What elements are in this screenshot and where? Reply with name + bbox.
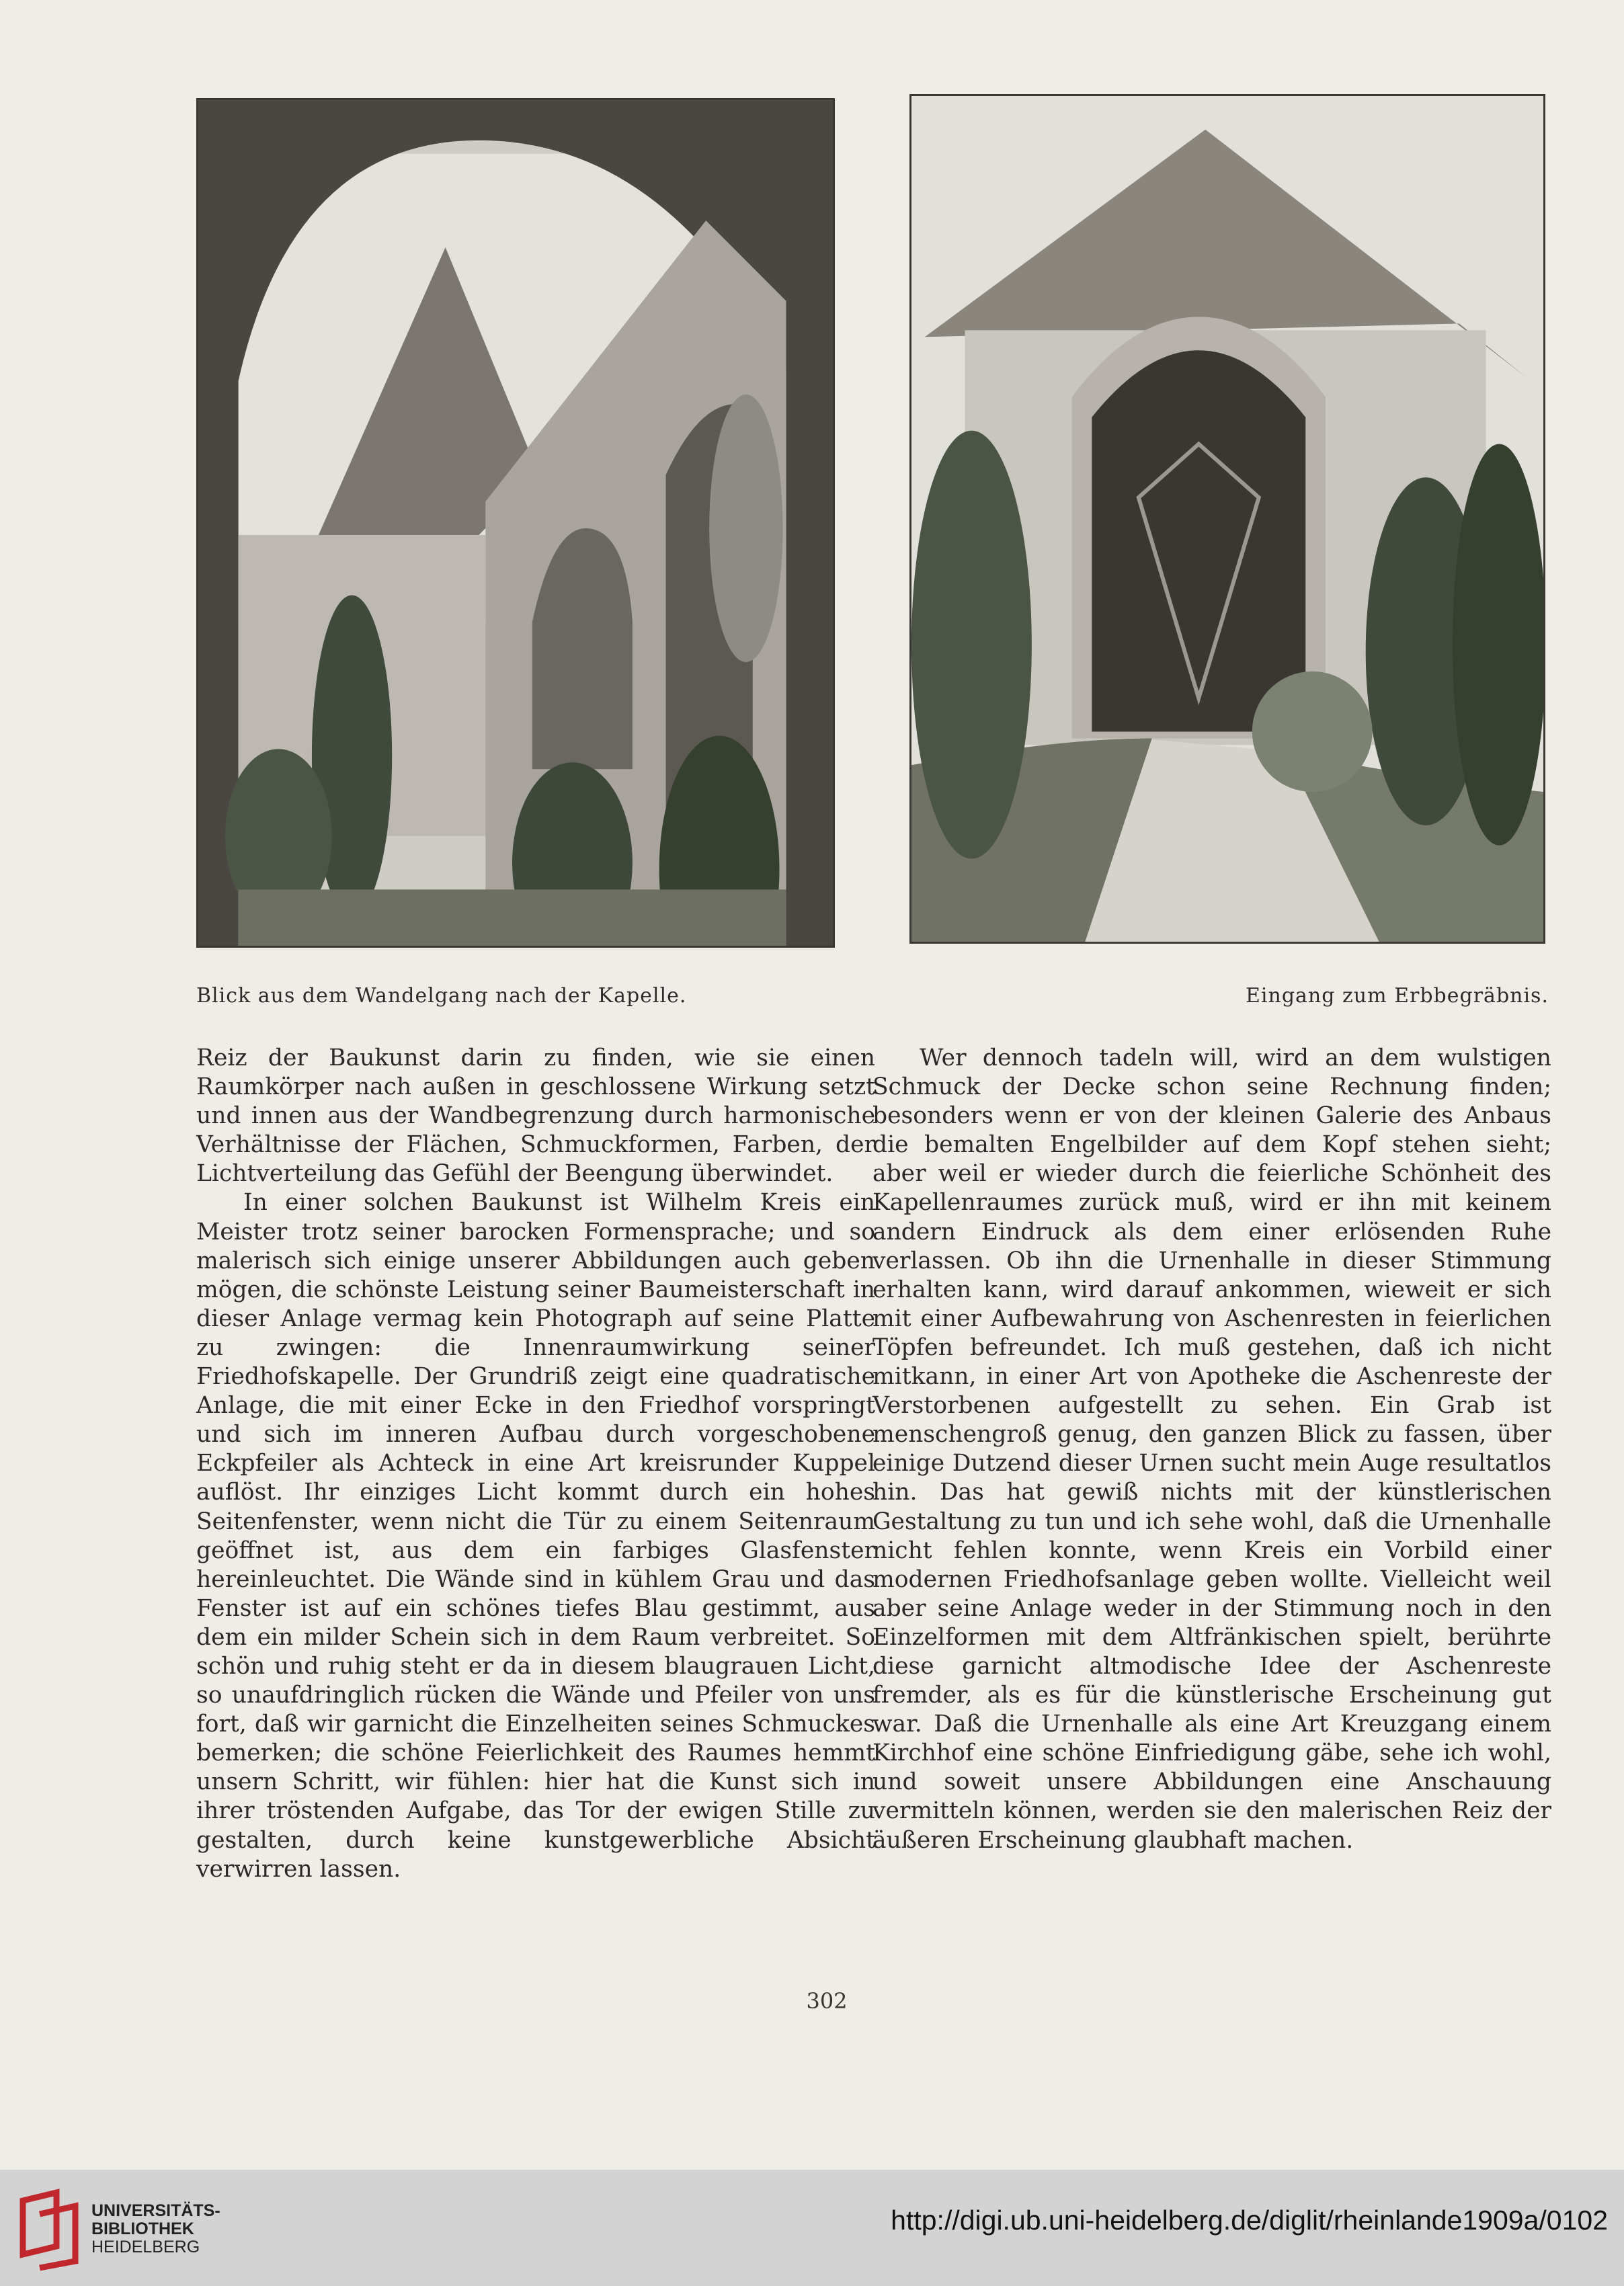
- library-line-2: BIBLIOTHEK: [91, 2219, 194, 2238]
- paragraph: In einer solchen Baukunst ist Wilhelm Kreis ein Meister trotz seiner barocken Formensprache; und so malerisch sich einige unserer Abbildungen auch geben mögen, die schönste Leistung seiner Baumeisterschaft in dieser Anlage vermag kein Photograph auf seine Platte zu zwingen: die Innenraumwirkung seiner Friedhofskapelle. Der Grundriß zeigt eine quadratische Anlage, die mit einer Ecke in den Friedhof vorspringt und sich im inneren Aufbau durch vorgeschobene Eckpfeiler als Achteck in eine Art kreisrunder Kuppel auflöst. Ihr einziges Licht kommt durch ein hohes Seitenfenster, wenn nicht die Tür zu einem Seitenraum geöffnet ist, aus dem ein farbiges Glasfenster hereinleuchtet. Die Wände sind in kühlem Grau und das Fenster ist auf ein schönes tiefes Blau gestimmt, aus dem ein milder Schein sich in dem Raum verbreitet. So schön und ruhig steht er da in diesem blaugrauen Licht, so unaufdringlich rücken die Wände und Pfeiler von uns fort, daß wir garnicht die Einzelheiten seines Schmuckes bemerken; die schöne Feierlichkeit des Raumes hemmt unsern Schritt, wir fühlen: hier hat die Kunst sich in ihrer tröstenden Aufgabe, das Tor der ewigen Stille zu gestalten, durch keine kunstgewerbliche Absicht verwirren lassen.: [196, 1189, 875, 1883]
- text-column-right: [872, 1044, 1551, 1855]
- paragraph: Wer dennoch tadeln will, wird an dem wulstigen Schmuck der Decke schon seine Rechnung finden; besonders wenn er von der kleinen Galerie des Anbaus die bemalten Engelbilder auf dem Kopf stehen sieht; aber weil er wieder durch die feierliche Schönheit des Kapellenraumes zurück muß, wird er ihn mit keinem andern Eindruck als dem einer erlösenden Ruhe verlassen. Ob ihn die Urnenhalle in dieser Stimmung erhalten kann, wird darauf ankommen, wieweit er sich mit einer Aufbewahrung von Aschenresten in feierlichen Töpfen befreundet. Ich muß gestehen, daß ich nicht mitkann, in einer Art von Apotheke die Aschenreste der Verstorbenen aufgestellt zu sehen. Ein Grab ist menschengroß genug, den ganzen Blick zu fassen, über einige Dutzend dieser Urnen sucht mein Auge resultatlos hin. Das hat gewiß nichts mit der künstlerischen Gestaltung zu tun und ich sehe wohl, daß die Urnenhalle nicht fehlen konnte, wenn Kreis ein Vorbild einer modernen Friedhofsanlage geben wollte. Vielleicht weil aber seine Anlage weder in der Stimmung noch in den Einzelformen mit dem Altfränkischen spielt, berührte diese garnicht altmodische Idee der Aschenreste fremder, als es für die künstlerische Erscheinung gut war. Daß die Urnenhalle als eine Art Kreuzgang einem Kirchhof eine schöne Einfriedigung gäbe, sehe ich wohl, und soweit unsere Abbildungen eine Anschauung vermitteln können, werden sie den malerischen Reiz der äußeren Erscheinung glaubhaft machen.: [872, 1045, 1551, 1854]
- page-number: 302: [806, 1988, 848, 2014]
- library-line-3: HEIDELBERG: [91, 2238, 200, 2256]
- text-column-left: [196, 1044, 875, 1884]
- caption-right: Eingang zum Erbbegräbnis.: [1246, 984, 1549, 1008]
- source-url-link[interactable]: http://digi.ub.uni-heidelberg.de/diglit/rheinlande1909a/0102: [891, 2205, 1608, 2236]
- tomb-photo-drawing: [911, 96, 1543, 942]
- library-logo-icon: [16, 2187, 83, 2272]
- footer-bar: [0, 2170, 1624, 2286]
- photo-tomb-entrance: [909, 94, 1545, 944]
- paragraph: Reiz der Baukunst darin zu finden, wie sie einen Raumkörper nach außen in geschlossene Wirkung setzt und innen aus der Wandbegrenzung durch harmonische Verhältnisse der Flächen, Schmuckformen, Farben, der Lichtverteilung das Gefühl der Beengung überwindet.: [196, 1045, 875, 1188]
- library-line-1: UNIVERSITÄTS-: [91, 2201, 220, 2220]
- arcade-photo-drawing: [198, 100, 833, 946]
- library-name: [91, 2202, 220, 2256]
- caption-left: Blick aus dem Wandelgang nach der Kapelle.: [196, 984, 687, 1008]
- photo-arcade-view: [196, 98, 835, 948]
